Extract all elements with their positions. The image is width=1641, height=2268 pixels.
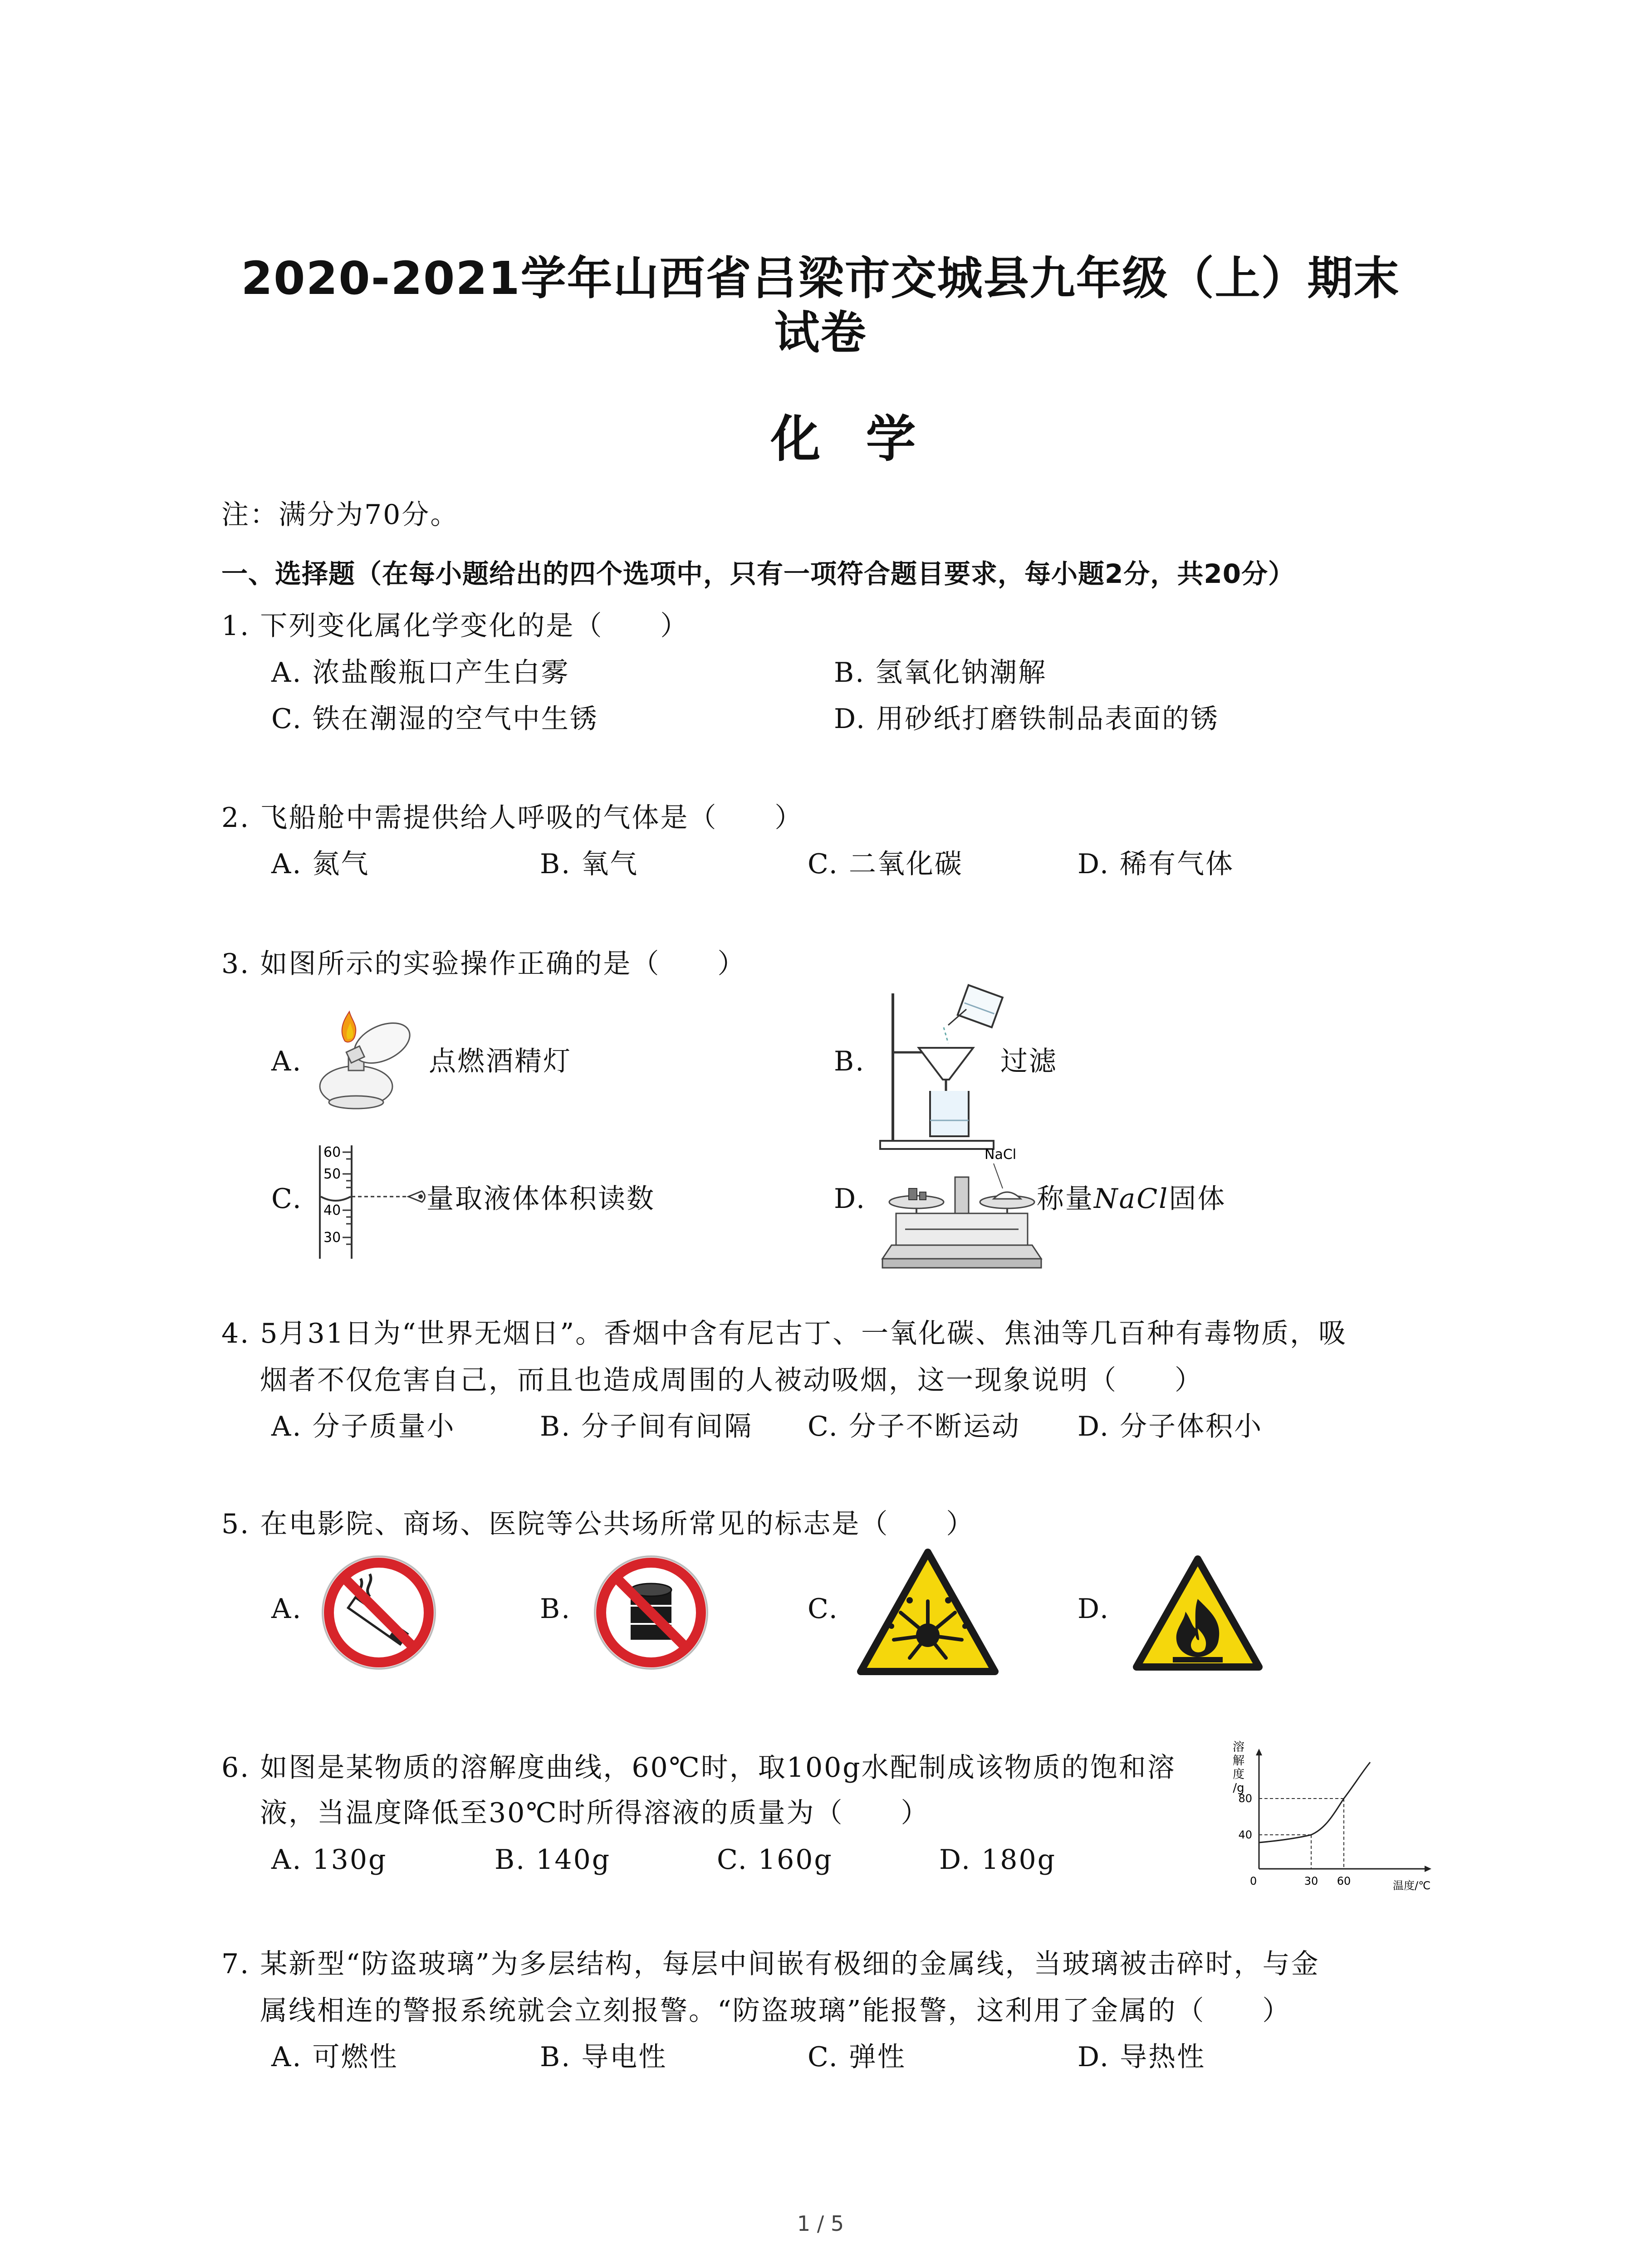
graph-xlabel: 温度/℃ bbox=[1393, 1879, 1431, 1892]
balance-nacl-label: NaCl bbox=[985, 1147, 1017, 1163]
no-smoking-sign-icon bbox=[318, 1551, 440, 1674]
q1-option-c: C. 铁在潮湿的空气中生锈 bbox=[271, 703, 598, 735]
q5-option-d: D. bbox=[1078, 1593, 1110, 1625]
q5-stem: 5. 在电影院、商场、医院等公共场所常见的标志是（ ） bbox=[221, 1508, 975, 1540]
q3-option-d-text-pre: 称量 bbox=[1037, 1183, 1094, 1215]
q5-option-a: A. bbox=[271, 1593, 303, 1625]
q1-option-b: B. 氢氧化钠潮解 bbox=[834, 657, 1047, 689]
explosive-warning-sign-icon bbox=[855, 1547, 1000, 1678]
q7-option-d: D. 导热性 bbox=[1078, 2041, 1206, 2073]
graduated-cylinder-icon bbox=[315, 1143, 429, 1261]
no-oil-drum-sign-icon bbox=[590, 1551, 712, 1674]
filtration-apparatus-icon bbox=[876, 984, 1021, 1152]
q2-option-a: A. 氮气 bbox=[271, 848, 370, 880]
q6-option-b: B. 140g bbox=[495, 1844, 611, 1876]
q5-option-c: C. bbox=[808, 1593, 839, 1625]
q2-option-b: B. 氧气 bbox=[540, 848, 639, 880]
q2-option-c: C. 二氧化碳 bbox=[808, 848, 963, 880]
q7-option-a: A. 可燃性 bbox=[271, 2041, 398, 2073]
q3-option-d-text bbox=[1037, 1183, 1226, 1215]
q1-stem: 1. 下列变化属化学变化的是（ ） bbox=[221, 610, 689, 642]
cylinder-tick-60: 60 bbox=[323, 1144, 341, 1160]
exam-title-line1: 2020-2021学年山西省吕梁市交城县九年级（上）期末 bbox=[241, 252, 1400, 305]
q3-option-c-text: 量取液体体积读数 bbox=[426, 1183, 655, 1215]
graph-ylabel: 溶解度/g bbox=[1232, 1740, 1245, 1795]
q5-option-b: B. bbox=[540, 1593, 572, 1625]
q2-option-d: D. 稀有气体 bbox=[1078, 848, 1234, 880]
q6-option-d: D. 180g bbox=[939, 1844, 1057, 1876]
q1-option-d: D. 用砂纸打磨铁制品表面的锈 bbox=[834, 703, 1220, 735]
graph-x-tick-30: 30 bbox=[1304, 1875, 1318, 1887]
score-note: 注：满分为70分。 bbox=[221, 499, 459, 531]
graph-x-tick-60: 60 bbox=[1337, 1875, 1351, 1887]
q3-option-d-formula: NaCl bbox=[1094, 1183, 1169, 1215]
q4-option-a: A. 分子质量小 bbox=[271, 1411, 456, 1442]
subject-heading: 化学 bbox=[770, 410, 961, 468]
q4-option-c: C. 分子不断运动 bbox=[808, 1411, 1020, 1442]
q7-option-b: B. 导电性 bbox=[540, 2041, 667, 2073]
q3-option-a-text: 点燃酒精灯 bbox=[429, 1046, 572, 1077]
flammable-warning-sign-icon bbox=[1132, 1554, 1264, 1674]
graph-y-tick-80: 80 bbox=[1238, 1792, 1252, 1805]
q7-stem-line1: 7. 某新型“防盗玻璃”为多层结构，每层中间嵌有极细的金属线，当玻璃被击碎时，与金 bbox=[221, 1948, 1320, 1980]
exam-title-line2: 试卷 bbox=[774, 306, 867, 359]
q3-stem: 3. 如图所示的实验操作正确的是（ ） bbox=[221, 948, 746, 980]
section-heading: 一、选择题（在每小题给出的四个选项中，只有一项符合题目要求，每小题2分，共20分） bbox=[221, 558, 1295, 589]
alcohol-lamp-icon bbox=[313, 1009, 431, 1118]
q3-option-b-text: 过滤 bbox=[1000, 1046, 1058, 1077]
q1-option-a: A. 浓盐酸瓶口产生白雾 bbox=[271, 657, 570, 689]
q2-stem: 2. 飞船舱中需提供给人呼吸的气体是（ ） bbox=[221, 802, 803, 834]
q3-option-b-letter: B. bbox=[834, 1046, 866, 1077]
q4-stem-line2: 烟者不仅危害自己，而且也造成周围的人被动吸烟，这一现象说明（ ） bbox=[260, 1364, 1203, 1396]
q4-stem-line1: 4. 5月31日为“世界无烟日”。香烟中含有尼古丁、一氧化碳、焦油等几百种有毒物质，吸 bbox=[221, 1318, 1347, 1349]
graph-y-tick-40: 40 bbox=[1238, 1828, 1252, 1841]
q4-option-b: B. 分子间有间隔 bbox=[540, 1411, 753, 1442]
q6-option-c: C. 160g bbox=[717, 1844, 833, 1876]
balance-scale-icon bbox=[878, 1145, 1046, 1270]
q4-option-d: D. 分子体积小 bbox=[1078, 1411, 1263, 1442]
q6-option-a: A. 130g bbox=[271, 1844, 387, 1876]
q3-option-d-letter: D. bbox=[834, 1183, 867, 1215]
solubility-curve-graph bbox=[1225, 1737, 1443, 1892]
cylinder-tick-30: 30 bbox=[323, 1230, 341, 1246]
cylinder-tick-50: 50 bbox=[323, 1166, 341, 1182]
q3-option-d-text-post: 固体 bbox=[1169, 1183, 1226, 1215]
q7-stem-line2: 属线相连的警报系统就会立刻报警。“防盗玻璃”能报警，这利用了金属的（ ） bbox=[260, 1995, 1291, 2027]
q3-option-c-letter: C. bbox=[271, 1183, 303, 1215]
cylinder-tick-40: 40 bbox=[323, 1202, 341, 1218]
q3-option-a-letter: A. bbox=[271, 1046, 303, 1077]
q7-option-c: C. 弹性 bbox=[808, 2041, 906, 2073]
q6-stem-line1: 6. 如图是某物质的溶解度曲线，60℃时，取100g水配制成该物质的饱和溶 bbox=[221, 1752, 1176, 1784]
page-number: 1 / 5 bbox=[797, 2211, 844, 2236]
q6-stem-line2: 液，当温度降低至30℃时所得溶液的质量为（ ） bbox=[260, 1797, 930, 1829]
graph-origin: 0 bbox=[1250, 1875, 1257, 1887]
